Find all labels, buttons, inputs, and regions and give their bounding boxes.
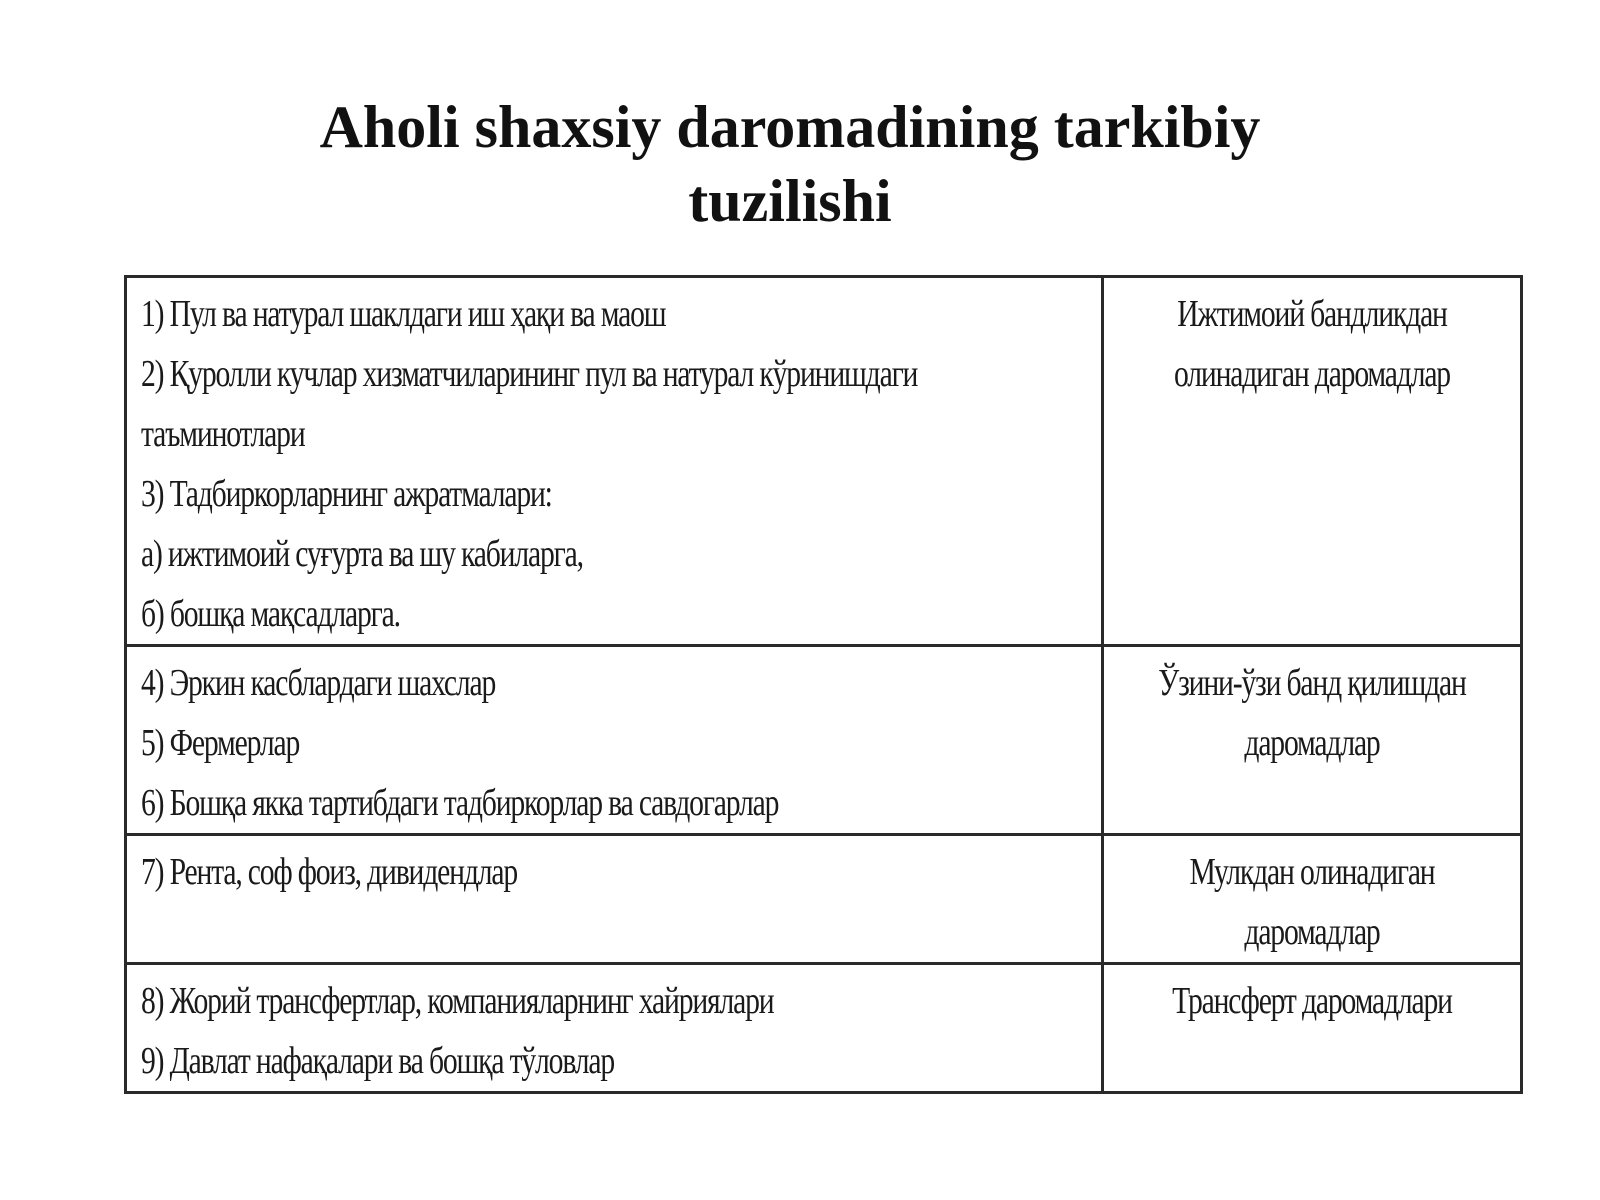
income-category-label: Мулкдан олинадиган: [1189, 851, 1435, 893]
income-items-cell: [126, 646, 1103, 835]
table-row: [126, 835, 1522, 964]
income-item: 4) Эркин касблардаги шахслар: [141, 662, 496, 704]
income-category-label: даромадлар: [1244, 911, 1380, 953]
table-row: [126, 646, 1522, 835]
table-row: [126, 277, 1522, 646]
income-category-label: Ижтимоий бандликдан: [1177, 293, 1447, 335]
income-item: 9) Давлат нафақалари ва бошқа тўловлар: [141, 1040, 615, 1082]
income-item: 2) Қуролли кучлар хизматчиларининг пул ва натурал кўринишдаги: [141, 353, 918, 395]
income-items-cell: [126, 277, 1103, 646]
income-category-cell: [1103, 964, 1522, 1093]
income-structure-table: [124, 275, 1523, 1094]
income-item: 1) Пул ва натурал шаклдаги иш ҳақи ва маош: [141, 293, 666, 335]
income-item: 6) Бошқа якка тартибдаги тадбиркорлар ва савдогарлар: [141, 782, 779, 824]
income-category-label: Трансферт даромадлари: [1172, 980, 1452, 1022]
table-row: [126, 964, 1522, 1093]
income-items-cell: [126, 964, 1103, 1093]
slide-title: [230, 90, 1350, 238]
income-category-label: даромадлар: [1244, 722, 1380, 764]
income-item: а) ижтимоий суғурта ва шу кабиларга,: [141, 533, 583, 575]
slide-title-line-1: Aholi shaxsiy daromadining tarkibiy: [319, 94, 1261, 160]
income-item: б) бошқа мақсадларга.: [141, 593, 400, 635]
income-items-cell: [126, 835, 1103, 964]
income-category-cell: [1103, 835, 1522, 964]
income-item: 5) Фермерлар: [141, 722, 300, 764]
income-category-cell: [1103, 277, 1522, 646]
income-item: 7) Рента, соф фоиз, дивидендлар: [141, 851, 517, 893]
income-item: 8) Жорий трансфертлар, компанияларнинг хайриялари: [141, 980, 774, 1022]
slide-title-line-2: tuzilishi: [688, 168, 892, 234]
income-item: 3) Тадбиркорларнинг ажратмалари:: [141, 473, 552, 515]
income-item: таъминотлари: [141, 413, 305, 455]
income-category-label: Ўзини-ўзи банд қилишдан: [1158, 662, 1466, 704]
income-category-cell: [1103, 646, 1522, 835]
income-category-label: олинадиган даромадлар: [1174, 353, 1450, 395]
